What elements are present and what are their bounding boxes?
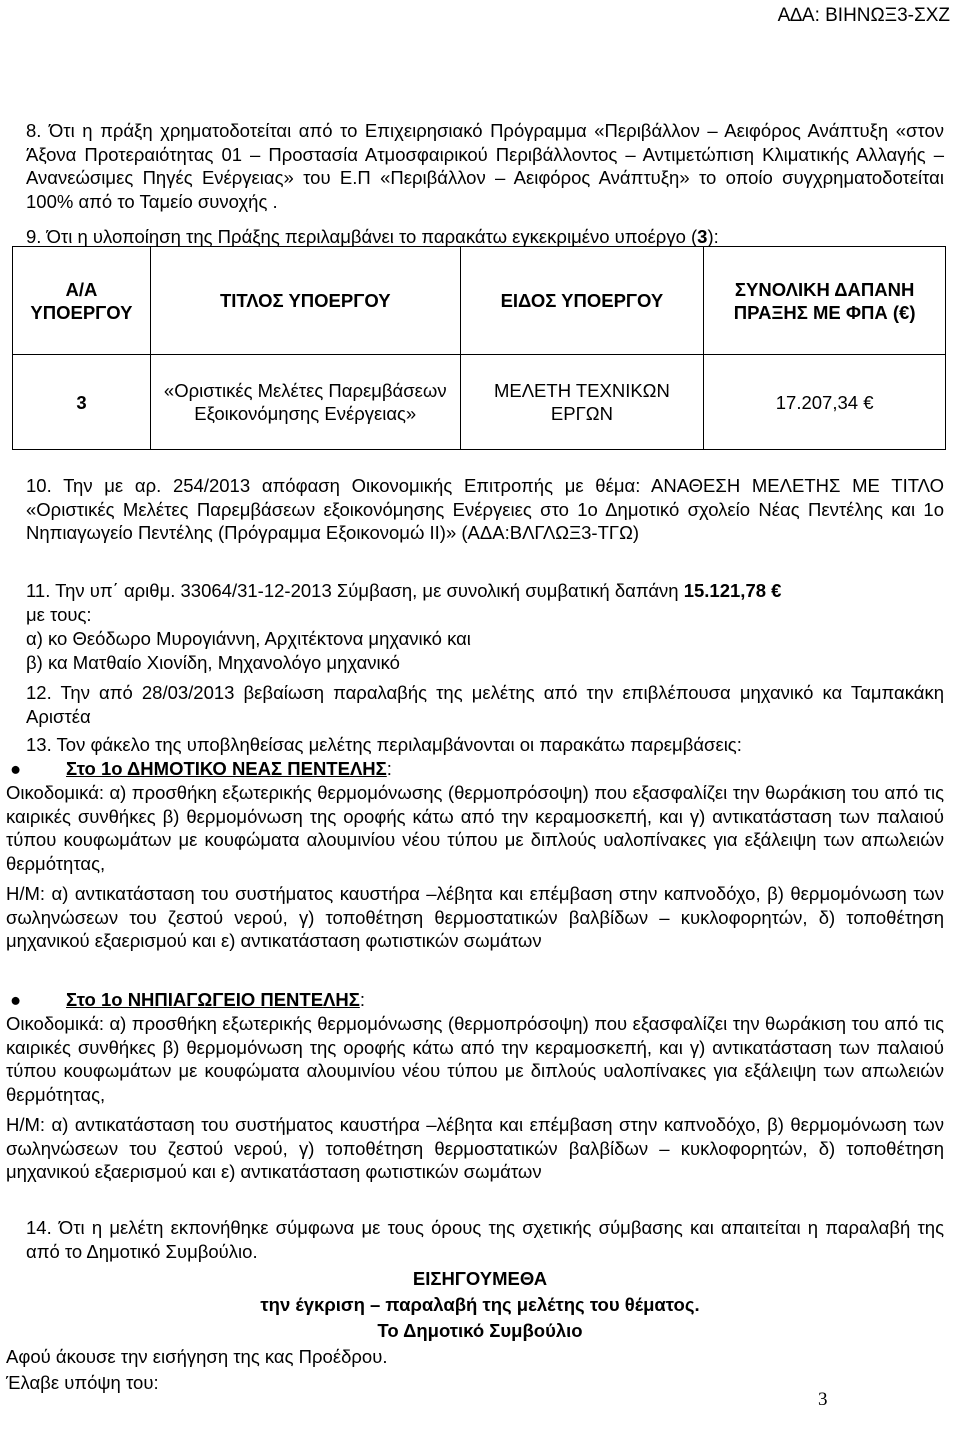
item-13: 13. Τον φάκελο της υποβληθείσας μελέτης περιλαμβάνονται οι παρακάτω παρεμβάσεις: [26,734,742,755]
header-type: ΕΙΔΟΣ ΥΠΟΕΡΓΟΥ [460,247,704,355]
header-aa: Α/Α ΥΠΟΕΡΓΟΥ [13,247,151,355]
kindergarten-electromechanical-works: Η/Μ: α) αντικατάσταση του συστήματος καυστήρα –λέβητα και επέμβαση στην καπνοδόχο, β) θερμομόνωση των σωληνώσεων του ζεστού νερού, γ) τοποθέτηση θερμοστατικών βαλβίδων – κυκλοφορητών, δ) τοποθέτηση μηχανικού εξαερισμού και ε) αντικατάσταση φωτιστικών σωμάτων [6,1114,944,1183]
table-header-row [13,247,946,355]
item-8: 8. Ότι η πράξη χρηματοδοτείται από το Επιχειρησιακό Πρόγραμμα «Περιβάλλον – Αειφόρος Ανάπτυξη «στον Άξονα Προτεραιότητας 01 – Προστασία Ατμοσφαιρικού Περιβάλλοντος – Αντιμετώπιση Κλιματικής Αλλαγής – Ανανεώσιμες Πηγές Ενέργειας» του Ε.Π «Περιβάλλον – Αειφόρος Ανάπτυξη» το οποίο συγχρηματοδοτείται 100% από το Ταμείο συνοχής . [26,120,944,212]
item-9-number: 3 [697,226,708,247]
bullet-colon: : [359,989,365,1010]
school-construction-works: Οικοδομικά: α) προσθήκη εξωτερικής θερμομόνωσης (θερμοπρόσοψη) που εξασφαλίζει την θωράκιση του από τις καιρικές συνθήκες β) θερμομόνωση της οροφής κάτω από την κεραμοσκεπή, και γ) αντικατάσταση των παλαιού τύπου κουφωμάτων με κουφώματα αλουμινίου νέου τύπου με διπλούς υαλοπίνακες για εξάλειψη των απωλειών θερμότητας, [6,782,944,874]
bullet-colon: : [386,758,392,779]
item-11-with: με τους: [26,604,92,625]
recommendation-text: την έγκριση – παραλαβή της μελέτης του θέματος. [260,1294,700,1315]
euro-sign: € [771,580,782,601]
contractor-b: β) κα Ματθαίο Χιονίδη, Μηχανολόγο μηχανικό [26,652,400,673]
cell-aa: 3 [13,355,151,450]
document-code-header: Α∆Α: ΒΙΗΝΩΞ3-ΣΧΖ [777,5,950,26]
school-electromechanical-works: Η/Μ: α) αντικατάσταση του συστήματος καυστήρα –λέβητα και επέμβαση στην καπνοδόχο, β) θερμομόνωση των σωληνώσεων του ζεστού νερού, γ) τοποθέτηση θερμοστατικών βαλβίδων – κυκλοφορητών, δ) τοποθέτηση μηχανικού εξαερισμού και ε) αντικατάσταση φωτιστικών σωμάτων [6,883,944,952]
header-total-cost: ΣΥΝΟΛΙΚΗ ΔΑΠΑΝΗ ΠΡΑΞΗΣ ΜΕ ΦΠΑ (€) [704,247,946,355]
cell-type: ΜΕΛΕΤΗ ΤΕΧΝΙΚΩΝ ΕΡΓΩΝ [460,355,704,450]
cell-amount: 17.207,34 € [704,355,946,450]
municipal-council: Το Δημοτικό Συμβούλιο [377,1320,583,1341]
item-12: 12. Την από 28/03/2013 βεβαίωση παραλαβής της μελέτης από την επιβλέπουσα μηχανικό κα Ταμπακάκη Αριστέα [26,682,944,727]
recommendation-heading: ΕΙΣΗΓΟΥΜΕΘΑ [412,1268,548,1289]
bullet-school-title: Στο 1ο ΔΗΜΟΤΙΚΟ ΝΕΑΣ ΠΕΝΤΕΛΗΣ [66,758,387,779]
item-14: 14. Ότι η μελέτη εκπονήθηκε σύμφωνα με τους όρους της σχετικής σύμβασης και απαιτείται η παραλαβή της από το Δημοτικό Συμβούλιο. [26,1217,944,1262]
table-row [13,355,946,450]
item-9-text: 9. Ότι η υλοποίηση της Πράξης περιλαμβάνει το παρακάτω εγκεκριμένο υποέργο ( [26,226,698,247]
cell-title: «Οριστικές Μελέτες Παρεμβάσεων Εξοικονόμησης Ενέργειας» [150,355,460,450]
item-9-end: ): [707,226,719,247]
bullet-icon: ● [10,989,22,1010]
header-title: ΤΙΤΛΟΣ ΥΠΟΕΡΓΟΥ [150,247,460,355]
kindergarten-construction-works: Οικοδομικά: α) προσθήκη εξωτερικής θερμομόνωσης (θερμοπρόσοψη) που εξασφαλίζει την θωράκιση του από τις καιρικές συνθήκες β) θερμομόνωση της οροφής κάτω από την κεραμοσκεπή, και γ) αντικατάσταση των παλαιού τύπου κουφωμάτων με κουφώματα αλουμινίου νέου τύπου με διπλούς υαλοπίνακες για εξάλειψη των απωλειών θερμότητας, [6,1013,944,1105]
item-11-text: 11. Την υπ΄ αριθμ. 33064/31-12-2013 Σύμβαση, με συνολική συμβατική δαπάνη [26,580,684,601]
subproject-table [12,246,946,450]
item-10: 10. Την με αρ. 254/2013 απόφαση Οικονομικής Επιτροπής με θέμα: ΑΝΑΘΕΣΗ ΜΕΛΕΤΗΣ ΜΕ ΤΙΤΛΟ «Οριστικές Μελέτες Παρεμβάσεων εξοικονόμησης Ενέργειες στο 1ο Δημοτικό σχολείο Νέας Πεντέλης και 1ο Νηπιαγωγείο Πεντέλης (Πρόγραμμα Εξοικονομώ ΙΙ)» (ΑΔΑ:ΒΛΓΛΩΞ3-ΤΓΩ) [26,475,944,544]
item-11 [26,579,944,603]
bullet-icon: ● [10,758,22,779]
page-number: 3 [818,1389,828,1410]
heard-the-proposal: Αφού άκουσε την εισήγηση της κας Προέδρου. [6,1346,388,1367]
contractor-a: α) κο Θεόδωρο Μυρογιάννη, Αρχιτέκτονα μηχανικό και [26,628,471,649]
item-11-amount: 15.121,78 [683,580,767,601]
took-into-account: Έλαβε υπόψη του: [6,1372,159,1393]
bullet-kindergarten-title: Στο 1ο ΝΗΠΙΑΓΩΓΕΙΟ ΠΕΝΤΕΛΗΣ [66,989,360,1010]
